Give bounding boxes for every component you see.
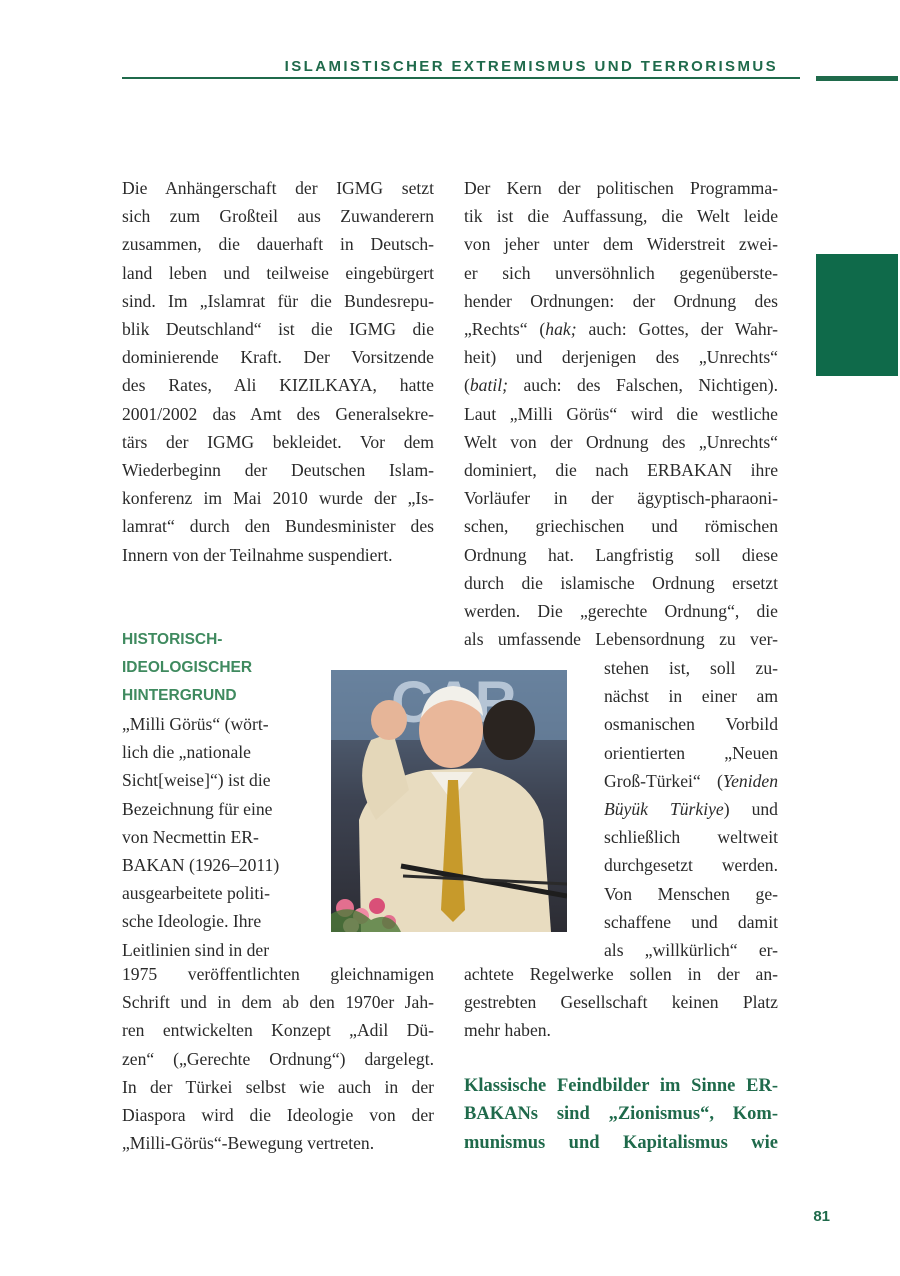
text-line: von Necmettin ER- xyxy=(122,826,259,847)
text-line: Vorläufer in der ägyptisch-pharaoni- xyxy=(464,488,778,509)
italic-term: batil; xyxy=(469,375,508,396)
text-line: „Rechts“ (hak; auch: Gottes, der Wahr- xyxy=(464,319,779,340)
text-line: Die Anhängerschaft der IGMG setzt xyxy=(122,178,434,198)
text-line: land leben und teilweise eingebürgert xyxy=(122,262,434,283)
text-line: heit) und derjenigen des „Unrechts“ xyxy=(464,347,778,368)
text-line: achtete Regelwerke sollen in der an- xyxy=(464,964,778,984)
text-line: schen, griechischen und römischen xyxy=(464,516,778,537)
text-line: schaffene und damit xyxy=(604,911,778,932)
text-line: lich die „nationale xyxy=(122,742,251,763)
text-line: Von Menschen ge- xyxy=(604,883,778,904)
text-line: sich zum Großteil aus Zuwanderern xyxy=(122,206,434,227)
text-line: werden. Die „gerechte Ordnung“, die xyxy=(464,601,778,622)
header-rule xyxy=(122,77,800,79)
text-line: Ordnung hat. Langfristig soll diese xyxy=(464,544,778,565)
text-line: Wiederbeginn der Deutschen Islam- xyxy=(122,460,434,481)
pull-quote-line: munismus und Kapitalismus wie xyxy=(464,1132,778,1153)
right-paragraph-continued xyxy=(464,960,778,1045)
page-number: 81 xyxy=(813,1208,830,1225)
text-line: ren entwickelten Konzept „Adil Dü- xyxy=(122,1020,434,1041)
portrait-photo xyxy=(331,670,567,932)
text-line: Leitlinien sind in der xyxy=(122,939,270,960)
text-line: sche Ideologie. Ihre xyxy=(122,911,262,932)
section-heading xyxy=(122,626,322,710)
pull-quote xyxy=(464,1072,778,1157)
flower xyxy=(369,898,385,914)
text-line: Laut „Milli Görüs“ wird die westliche xyxy=(464,403,778,424)
right-column-paragraph xyxy=(464,174,778,653)
text-line: ausgearbeitete politi- xyxy=(122,883,271,904)
text-line: lamrat“ durch den Bundesminister des xyxy=(122,516,434,537)
text-line: tik ist die Auffassung, die Welt leide xyxy=(464,206,778,227)
text-line: Groß-Türkei“ (Yeniden xyxy=(604,770,778,791)
text-line: (batil; auch: des Falschen, Nichtigen). xyxy=(464,375,778,396)
text-line: Sicht[weise]“) ist die xyxy=(122,770,271,791)
running-header: ISLAMISTISCHER EXTREMISMUS UND TERRORISMUS xyxy=(284,58,778,75)
text-line: zusammen, die dauerhaft in Deutsch- xyxy=(122,234,434,255)
text-line: sind. Im „Islamrat für die Bundesrepu- xyxy=(122,290,434,311)
text-line: zen“ („Gerechte Ordnung“) dargelegt. xyxy=(122,1048,434,1069)
text-line: als umfassende Lebensordnung zu ver- xyxy=(464,629,778,650)
text-line: hender Ordnungen: der Ordnung des xyxy=(464,290,778,311)
text-line: Bezeichnung für eine xyxy=(122,798,273,819)
italic-term: Büyük Türkiye xyxy=(604,799,724,820)
text-line: tärs der IGMG bekleidet. Vor dem xyxy=(122,431,434,452)
left-column-paragraph xyxy=(122,174,434,569)
text-line: Diaspora wird die Ideologie von der xyxy=(122,1105,434,1126)
text-line: dominiert, die nach ERBAKAN ihre xyxy=(464,460,778,481)
chapter-tab-marker xyxy=(816,254,898,376)
text-line: Welt von der Ordnung des „Unrechts“ xyxy=(464,431,778,452)
text-line: 2001/2002 das Amt des Generalsekre- xyxy=(122,403,434,424)
text-line: des Rates, Ali KIZILKAYA, hatte xyxy=(122,375,434,396)
text-line: als „willkürlich“ er- xyxy=(604,940,778,961)
photo-illustration xyxy=(331,670,567,932)
text-line: blik Deutschland“ ist die IGMG die xyxy=(122,319,434,340)
text-line: von jeher unter dem Widerstreit zwei- xyxy=(464,234,778,255)
text-line: Innern von der Teilnahme suspendiert. xyxy=(122,544,393,565)
text-line: osmanischen Vorbild xyxy=(604,714,778,735)
text-line: 1975 veröffentlichten gleichnamigen xyxy=(122,964,434,984)
section-paragraph-continued xyxy=(122,960,434,1157)
italic-term: Yeniden xyxy=(722,770,778,791)
text-line: Schrift und in dem ab den 1970er Jah- xyxy=(122,992,434,1013)
heading-line: IDEOLOGISCHER xyxy=(122,659,253,676)
text-line: stehen ist, soll zu- xyxy=(604,658,778,678)
text-line: mehr haben. xyxy=(464,1020,551,1041)
text-line: Der Kern der politischen Programma- xyxy=(464,178,778,198)
text-line: „Milli-Görüs“-Bewegung vertreten. xyxy=(122,1133,375,1154)
text-line: „Milli Görüs“ (wört- xyxy=(122,714,269,734)
text-line: schließlich weltweit xyxy=(604,827,778,848)
raised-hand xyxy=(371,700,407,740)
text-line: konferenz im Mai 2010 wurde der „Is- xyxy=(122,488,434,509)
text-line: orientierten „Neuen xyxy=(604,742,778,763)
section-paragraph-wrap xyxy=(122,710,300,964)
text-line: Büyük Türkiye) und xyxy=(604,799,778,820)
text-line: durchgesetzt werden. xyxy=(604,855,778,876)
header-rule-accent xyxy=(816,76,898,81)
pull-quote-line: BAKANs sind „Zionismus“, Kom- xyxy=(464,1104,778,1125)
text-line: BAKAN (1926–2011) xyxy=(122,855,280,876)
text-line: In der Türkei selbst wie auch in der xyxy=(122,1076,434,1097)
text-line: er sich unversöhnlich gegenüberste- xyxy=(464,262,778,283)
text-line: gestrebten Gesellschaft keinen Platz xyxy=(464,992,778,1013)
text-line: nächst in einer am xyxy=(604,686,778,707)
heading-line: HINTERGRUND xyxy=(122,687,237,704)
background-person xyxy=(483,700,535,760)
heading-line: HISTORISCH- xyxy=(122,631,223,648)
text-line: durch die islamische Ordnung ersetzt xyxy=(464,572,778,593)
pull-quote-line: Klassische Feindbilder im Sinne ER- xyxy=(464,1076,778,1096)
right-paragraph-wrap xyxy=(604,654,778,964)
italic-term: hak; xyxy=(545,319,577,340)
text-line: dominierende Kraft. Der Vorsitzende xyxy=(122,347,434,368)
